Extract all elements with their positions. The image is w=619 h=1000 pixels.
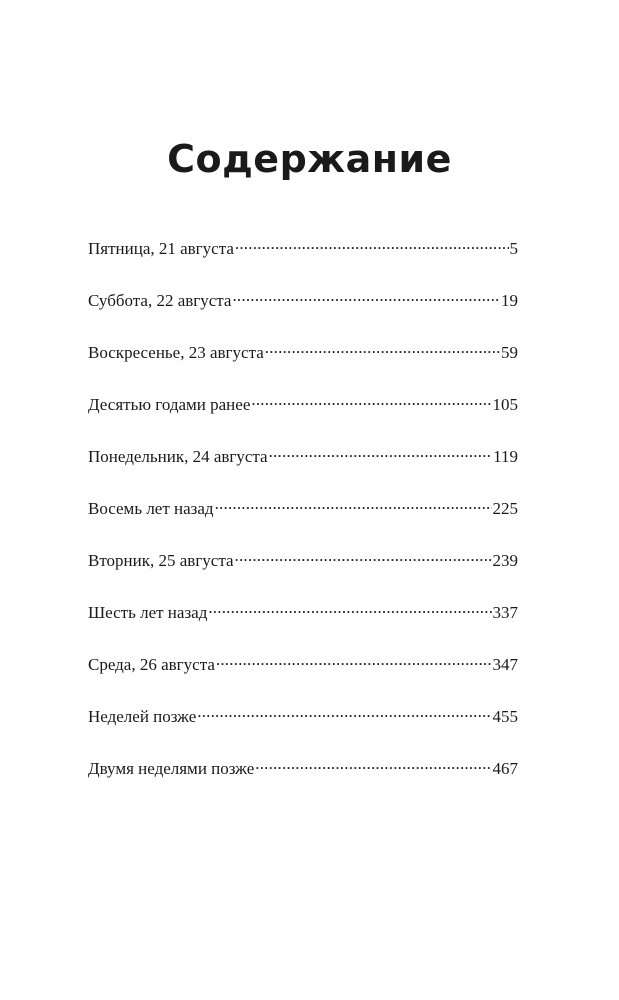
toc-leader-dots [232,289,500,306]
toc-entry-title: Суббота, 22 августа [88,291,232,310]
toc-leader-dots [251,393,491,410]
toc-entry [88,392,518,444]
toc-entry-title: Воскресенье, 23 августа [88,343,264,362]
toc-entry-page: 225 [492,499,518,518]
toc-entry [88,496,518,548]
toc-leader-dots [208,601,491,618]
toc-leader-dots [215,497,492,514]
toc-entry-page: 19 [501,291,518,310]
toc-leader-dots [255,757,491,774]
page-title: Содержание [167,137,452,182]
toc-entry-title: Неделей позже [88,707,197,726]
toc-entry [88,600,518,652]
toc-leader-dots [235,549,492,566]
toc-entry [88,756,518,808]
table-of-contents [88,236,518,808]
toc-entry [88,548,518,600]
toc-entry [88,652,518,704]
toc-entry-page: 337 [492,603,518,622]
toc-entry-title: Десятью годами ранее [88,395,251,414]
toc-entry [88,340,518,392]
toc-entry-page: 467 [492,759,518,778]
toc-entry-page: 105 [492,395,518,414]
toc-leader-dots [265,341,500,358]
toc-leader-dots [216,653,492,670]
toc-entry-title: Среда, 26 августа [88,655,215,674]
toc-entry-page: 347 [492,655,518,674]
toc-entry [88,704,518,756]
toc-entry-page: 5 [509,239,518,258]
toc-entry-title: Понедельник, 24 августа [88,447,268,466]
toc-leader-dots [197,705,491,722]
toc-entry-page: 119 [493,447,518,466]
toc-entry-title: Восемь лет назад [88,499,214,518]
toc-entry-title: Вторник, 25 августа [88,551,234,570]
toc-entry [88,444,518,496]
toc-entry-page: 239 [492,551,518,570]
toc-entry-page: 455 [492,707,518,726]
toc-leader-dots [269,445,493,462]
toc-entry-title: Двумя неделями позже [88,759,255,778]
toc-entry-title: Шесть лет назад [88,603,208,622]
toc-entry-page: 59 [501,343,518,362]
toc-entry-title: Пятница, 21 августа [88,239,234,258]
toc-entry [88,236,518,288]
toc-leader-dots [235,237,509,254]
toc-entry [88,288,518,340]
